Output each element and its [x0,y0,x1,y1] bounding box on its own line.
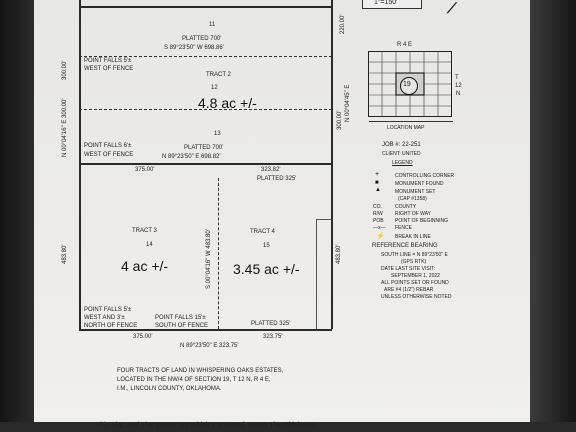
section-number: 19 [403,81,411,88]
monument-found-icon: ■ [375,180,379,186]
dim-323-82: 323.82' [261,167,281,173]
location-map-caption: LOCATION MAP [387,125,425,131]
fence-note-bl-2: WEST AND 3'± [84,315,125,321]
reference-line-6: ARE #4 (1/2") REBAR [384,287,434,293]
platted-700-mid: PLATTED 700' [184,145,224,151]
township-t: T [455,75,459,81]
reference-line-5: ALL POINTS SET OR FOUND [381,280,449,286]
tract2-label: TRACT 2 [206,72,231,78]
fence-note-bl-3: NORTH OF FENCE [84,323,138,329]
reference-bearing-title: REFERENCE BEARING [372,243,438,249]
right-dim-300-a: N 00°04'45" E [345,84,351,122]
fence-icon: —x— [373,225,386,231]
legend-title: LEGEND [392,160,413,166]
reference-line-2: (GPS RTK) [401,259,427,265]
tract4-label: TRACT 4 [250,229,275,235]
fence-note-13-1: POINT FALLS 6'± [84,143,132,149]
dim-375-bottom: 375.00' [133,334,153,340]
platted-700-top: PLATTED 700' [182,36,222,42]
legend-sym-pob: POB [373,218,384,224]
fence-note-bm-2: SOUTH OF FENCE [155,323,209,329]
reference-line-1: SOUTH LINE = N 89°23'50" E [381,252,448,258]
client-name: CLIENT: UNITED [382,151,421,157]
north-arrow-icon: ⟋ [447,0,457,16]
boundary-bottom [79,329,332,331]
boundary-west-upper [79,0,81,163]
tract3-area: 4 ac +/- [121,258,169,274]
fence-note-bl-1: POINT FALLS 5'± [84,307,132,313]
lot-number-14: 14 [146,242,153,248]
description-line-3: I.M., LINCOLN COUNTY, OKLAHOMA. [117,386,222,392]
location-map-underline [369,121,453,122]
boundary-west-lower [79,163,81,329]
lot-number-11: 11 [209,22,216,28]
monument-set-icon: ▲ [375,187,381,193]
boundary-top-north [79,6,332,8]
right-dim-top: 220.00' [340,14,346,34]
job-number: JOB #: 22-251 [382,142,421,148]
dim-375-top: 375.00' [135,167,155,173]
legend-item-cap: (CAP #1358) [398,196,427,202]
legend-item-right-of-way: RIGHT OF WAY [395,211,432,217]
left-dim-300-b: 300.00' [62,60,68,80]
page-edge-right [530,0,576,432]
legend-item-fence: FENCE [395,225,412,231]
description-line-2: LOCATED IN THE NW/4 OF SECTION 19, T 12 N, R 4 E, [117,377,271,383]
fence-line [316,219,317,329]
fence-note-tract2-2: WEST OF FENCE [84,66,134,72]
footer-statement: This Plat, And The Survey On Which It Is Based, Meets The Oklahoma [96,422,316,429]
location-map-range: R 4 E [397,42,413,48]
fence-note-13-2: WEST OF FENCE [84,152,134,158]
description-line-1: FOUR TRACTS OF LAND IN WHISPERING OAKS ESTATES, [117,368,284,374]
controlling-corner-icon: + [375,171,380,178]
dim-inner-west: S 00°04'16" W 483.80' [206,229,212,289]
tract4-area: 3.45 ac +/- [233,261,300,277]
fence-note-bm-1: POINT FALLS 15'± [155,315,206,321]
dim-483-80-left: 483.80' [62,244,68,264]
reference-line-3: DATE LAST SITE VISIT: [381,266,435,272]
left-dim-300-a: N 00°04'16" E 300.00' [62,98,68,157]
lot-number-12: 12 [211,85,218,91]
lot-number-15: 15 [263,243,270,249]
tract3-label: TRACT 3 [132,228,157,234]
platted-325-top: PLATTED 325' [257,176,297,182]
legend-sym-rw: R/W [373,211,383,217]
boundary-mid [79,163,332,165]
reference-line-4: SEPTEMBER 1, 2022 [391,273,440,279]
boundary-east-upper [331,0,333,163]
break-in-line-icon: ⚡ [376,233,385,240]
lot-number-13: 13 [214,131,221,137]
platted-325-bottom: PLATTED 325' [251,321,291,327]
bearing-mid: N 89°23'50" E 698.82' [162,154,221,160]
fence-note-tract2-1: POINT FALLS 5'± [84,58,132,64]
lot-line-11-12 [79,56,332,57]
legend-item-pob: POINT OF BEGINNING [395,218,448,224]
tract2-area: 4.8 ac +/- [198,95,257,111]
boundary-east-lower [331,163,333,329]
legend-sym-co: CO. [373,204,382,210]
township-num: 12 [455,83,462,89]
page-edge-left [0,0,34,432]
legend-item-monument-found: MONUMENT FOUND [395,181,444,187]
township-n: N [456,91,461,97]
legend-item-monument-set: MONUMENT SET [395,189,436,195]
bearing-top: S 89°23'50" W 698.86' [164,45,224,51]
scale-label: 1"=150' [374,0,398,6]
bearing-bottom: N 89°23'50" E 323.75' [180,343,239,349]
dim-323-75: 323.75' [263,334,283,340]
lot-line-14-15 [218,178,219,329]
right-dim-300-b: 300.00' [337,110,343,130]
legend-item-controlling-corner: CONTROLLING CORNER [395,173,455,179]
reference-line-7: UNLESS OTHERWISE NOTED [381,294,452,300]
dim-483-80-right: 483.80' [336,244,342,264]
legend-item-county: COUNTY [395,204,417,210]
legend-break-line: BREAK IN LINE [395,234,431,240]
fence-line-top [316,219,331,220]
